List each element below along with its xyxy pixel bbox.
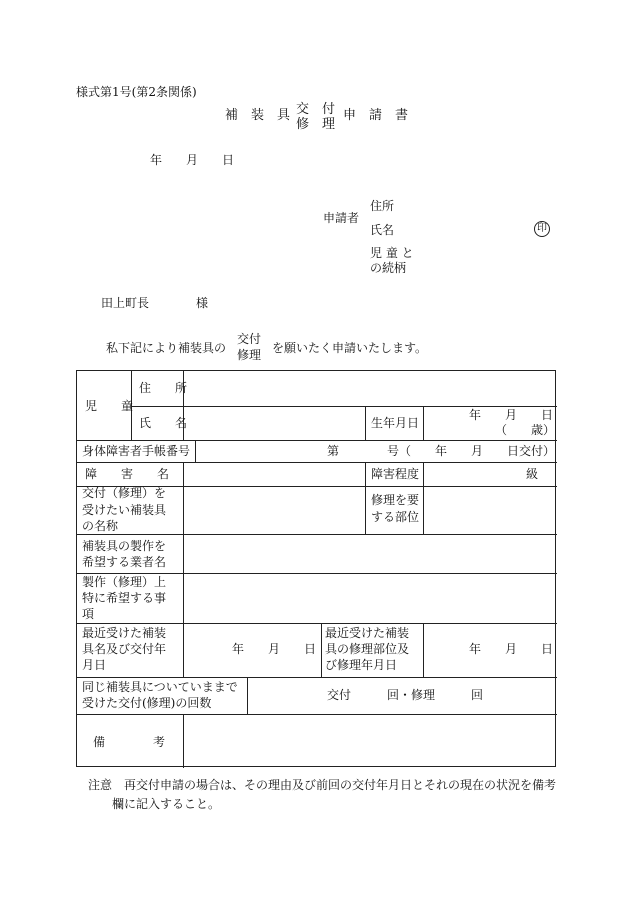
applicant-name-label: 氏名 — [370, 223, 395, 237]
special-request-line1: 製作（修理）上 — [82, 575, 167, 589]
application-date: 年 月 日 — [150, 153, 235, 167]
form-number: 様式第1号(第2条関係) — [76, 85, 197, 99]
count-value: 交付 回・修理 回 — [327, 688, 484, 702]
special-request-line3: 項 — [82, 607, 95, 621]
title-device: 補 装 具 — [225, 108, 291, 123]
child-name-label: 氏 名 — [139, 416, 188, 430]
child-label: 児 童 — [85, 399, 134, 413]
handbook-label: 身体障害者手帳番号 — [82, 444, 191, 458]
recent-repair-line3: び修理年月日 — [325, 658, 398, 672]
birthdate-label: 生年月日 — [371, 416, 420, 430]
request-prefix: 私下記により補装具の — [106, 341, 227, 355]
recent-grant-date: 年 月 日 — [232, 642, 317, 656]
note-line1: 注意 再交付申請の場合は、その理由及び前回の交付年月日とそれの現在の状況を備考 — [88, 778, 557, 792]
birthdate-value: 年 月 日 — [469, 408, 554, 422]
request-repair: 修理 — [237, 348, 262, 362]
request-suffix: を願いたく申請いたします。 — [272, 341, 428, 355]
child-address-label: 住 所 — [139, 381, 188, 395]
disability-name-label: 障 害 名 — [85, 467, 170, 481]
recent-repair-line2: 具の修理部位及 — [325, 642, 410, 656]
device-name-line1: 交付（修理）を — [82, 486, 167, 500]
note-line2: 欄に記入すること。 — [112, 797, 221, 811]
request-grant: 交付 — [237, 332, 262, 346]
title-repair: 修 理 — [296, 117, 336, 132]
remarks-label: 備 考 — [93, 735, 166, 749]
relation-line2: の続柄 — [370, 261, 407, 275]
title-grant: 交 付 — [296, 102, 336, 117]
age-value: （ 歳） — [495, 423, 556, 437]
title-application: 申 請 書 — [343, 108, 409, 123]
seal-icon: 印 — [534, 221, 550, 237]
recent-grant-line3: 月日 — [82, 658, 107, 672]
recent-repair-date: 年 月 日 — [469, 642, 554, 656]
addressee-town: 田上町長 — [101, 296, 150, 310]
recent-repair-line1: 最近受けた補装 — [325, 626, 410, 640]
maker-line2: 希望する業者名 — [82, 555, 167, 569]
relation-line1: 児 童 と — [370, 246, 414, 260]
applicant-label: 申請者 — [323, 211, 360, 225]
maker-line1: 補装具の製作を — [82, 539, 167, 553]
recent-grant-line2: 具名及び交付年 — [82, 642, 167, 656]
handbook-number: 第 号（ 年 月 日交付） — [327, 444, 556, 458]
repair-part-line1: 修理を要 — [371, 493, 420, 507]
device-name-line3: の名称 — [82, 519, 119, 533]
grade-label: 級 — [526, 467, 539, 481]
special-request-line2: 特に希望する事 — [82, 591, 167, 605]
count-label-line2: 受けた交付(修理)の回数 — [82, 696, 212, 710]
device-name-line2: 受けたい補装具 — [82, 503, 167, 517]
count-label-line1: 同じ補装具についていままで — [82, 680, 238, 694]
applicant-address-label: 住所 — [370, 199, 395, 213]
repair-part-line2: する部位 — [371, 510, 420, 524]
recent-grant-line1: 最近受けた補装 — [82, 626, 167, 640]
application-table — [76, 370, 556, 767]
addressee-honorific: 様 — [196, 296, 209, 310]
disability-degree-label: 障害程度 — [371, 467, 420, 481]
